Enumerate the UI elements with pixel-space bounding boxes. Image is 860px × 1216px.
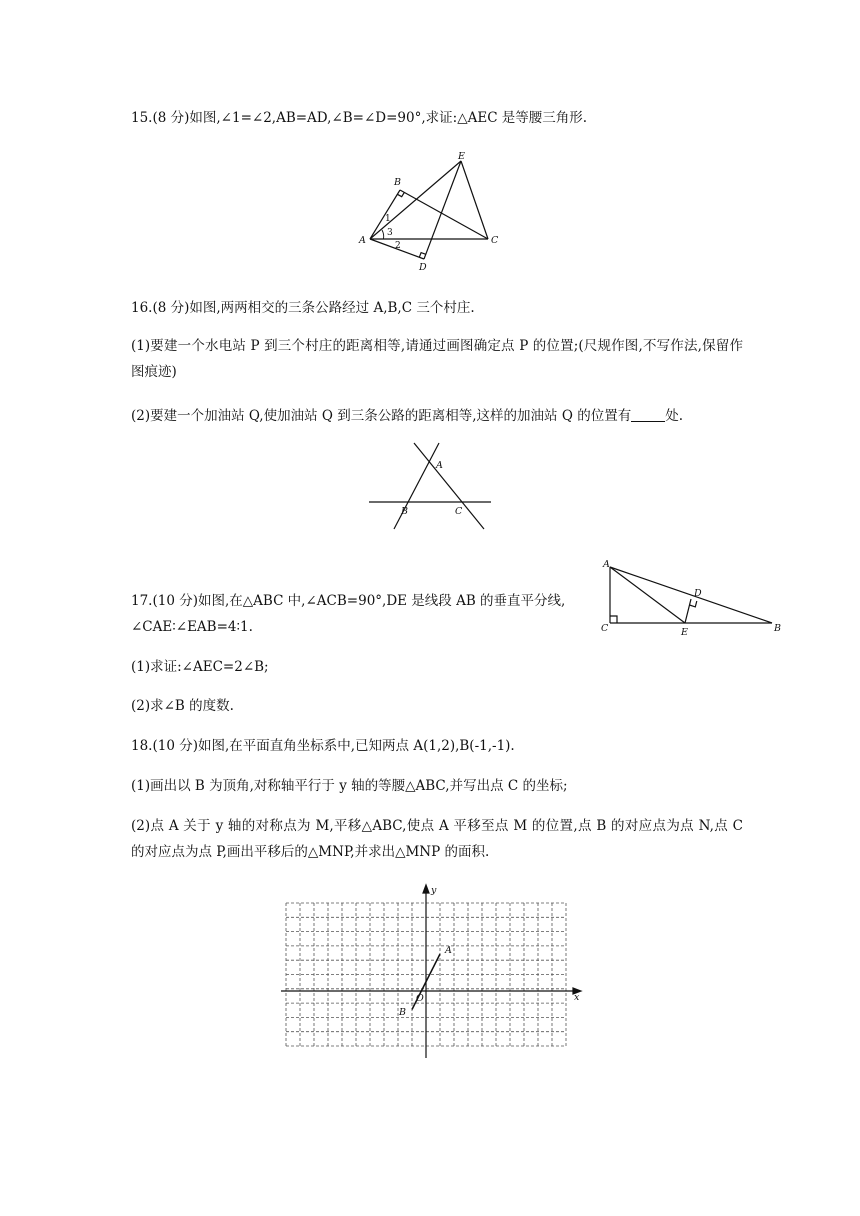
label-A: A [603,559,610,570]
q16-part2-after: 处. [665,408,683,424]
segment-EC [461,161,488,239]
label-x: x [574,992,580,1003]
segment-AE [370,161,461,239]
q18-coordinate-grid [275,882,587,1060]
q17-part1: (1)求证:∠AEC=2∠B; [131,659,269,675]
answer-blank[interactable] [631,407,665,422]
label-origin: O [416,993,424,1004]
label-angle-3: 3 [387,228,393,238]
label-B: B [774,623,781,634]
q16-part2 [131,402,743,430]
label-y: y [431,885,437,896]
label-A: A [436,460,443,471]
q18-part1: (1)画出以 B 为顶角,对称轴平行于 y 轴的等腰△ABC,并写出点 C 的坐标; [131,778,568,794]
road-AC [414,443,484,529]
label-C: C [455,506,463,517]
label-E: E [681,627,688,637]
label-A: A [445,945,452,956]
q15-text: 15.(8 分)如图,∠1=∠2,AB=AD,∠B=∠D=90°,求证:△AEC 是等腰三角形. [131,110,588,126]
segment-BC [400,190,488,239]
label-B: B [394,177,401,188]
label-angle-1: 1 [385,214,391,224]
q17-line1: 17.(10 分)如图,在△ABC 中,∠ACB=90°,DE 是线段 AB 的垂直平分线, [131,593,566,609]
q17-figure [597,557,787,637]
label-E: E [458,151,465,162]
segment-DE [685,599,691,623]
segment-AB [610,567,772,623]
label-B: B [399,1007,406,1018]
segment-DE [424,161,461,259]
label-D: D [419,262,427,273]
label-angle-2: 2 [395,241,401,251]
q16-figure [365,440,495,532]
right-angle-C [610,616,617,623]
q18-text: 18.(10 分)如图,在平面直角坐标系中,已知两点 A(1,2),B(-1,-1). [131,738,515,754]
q17-line2: ∠CAE∶∠EAB=4∶1. [131,619,253,635]
label-C: C [491,235,499,246]
segment-AE [610,567,685,623]
q15-figure [355,148,515,278]
q18-part2: (2)点 A 关于 y 轴的对称点为 M,平移△ABC,使点 A 平移至点 M 的位置,点 B 的对应点为点 N,点 C 的对应点为点 P,画出平移后的△MNP,并求出△MNP 的面积. [131,818,743,860]
label-A: A [359,235,366,246]
label-B: B [401,506,408,517]
q16-text: 16.(8 分)如图,两两相交的三条公路经过 A,B,C 三个村庄. [131,300,475,316]
q16-part1: (1)要建一个水电站 P 到三个村庄的距离相等,请通过画图确定点 P 的位置;(尺规作图,不写作法,保留作图痕迹) [131,338,743,380]
label-D: D [694,588,702,599]
y-axis-arrow [423,885,429,893]
q16-part2-before: (2)要建一个加油站 Q,使加油站 Q 到三条公路的距离相等,这样的加油站 Q 的位置有 [131,408,632,424]
q17-part2: (2)求∠B 的度数. [131,698,234,714]
label-C: C [601,623,609,634]
